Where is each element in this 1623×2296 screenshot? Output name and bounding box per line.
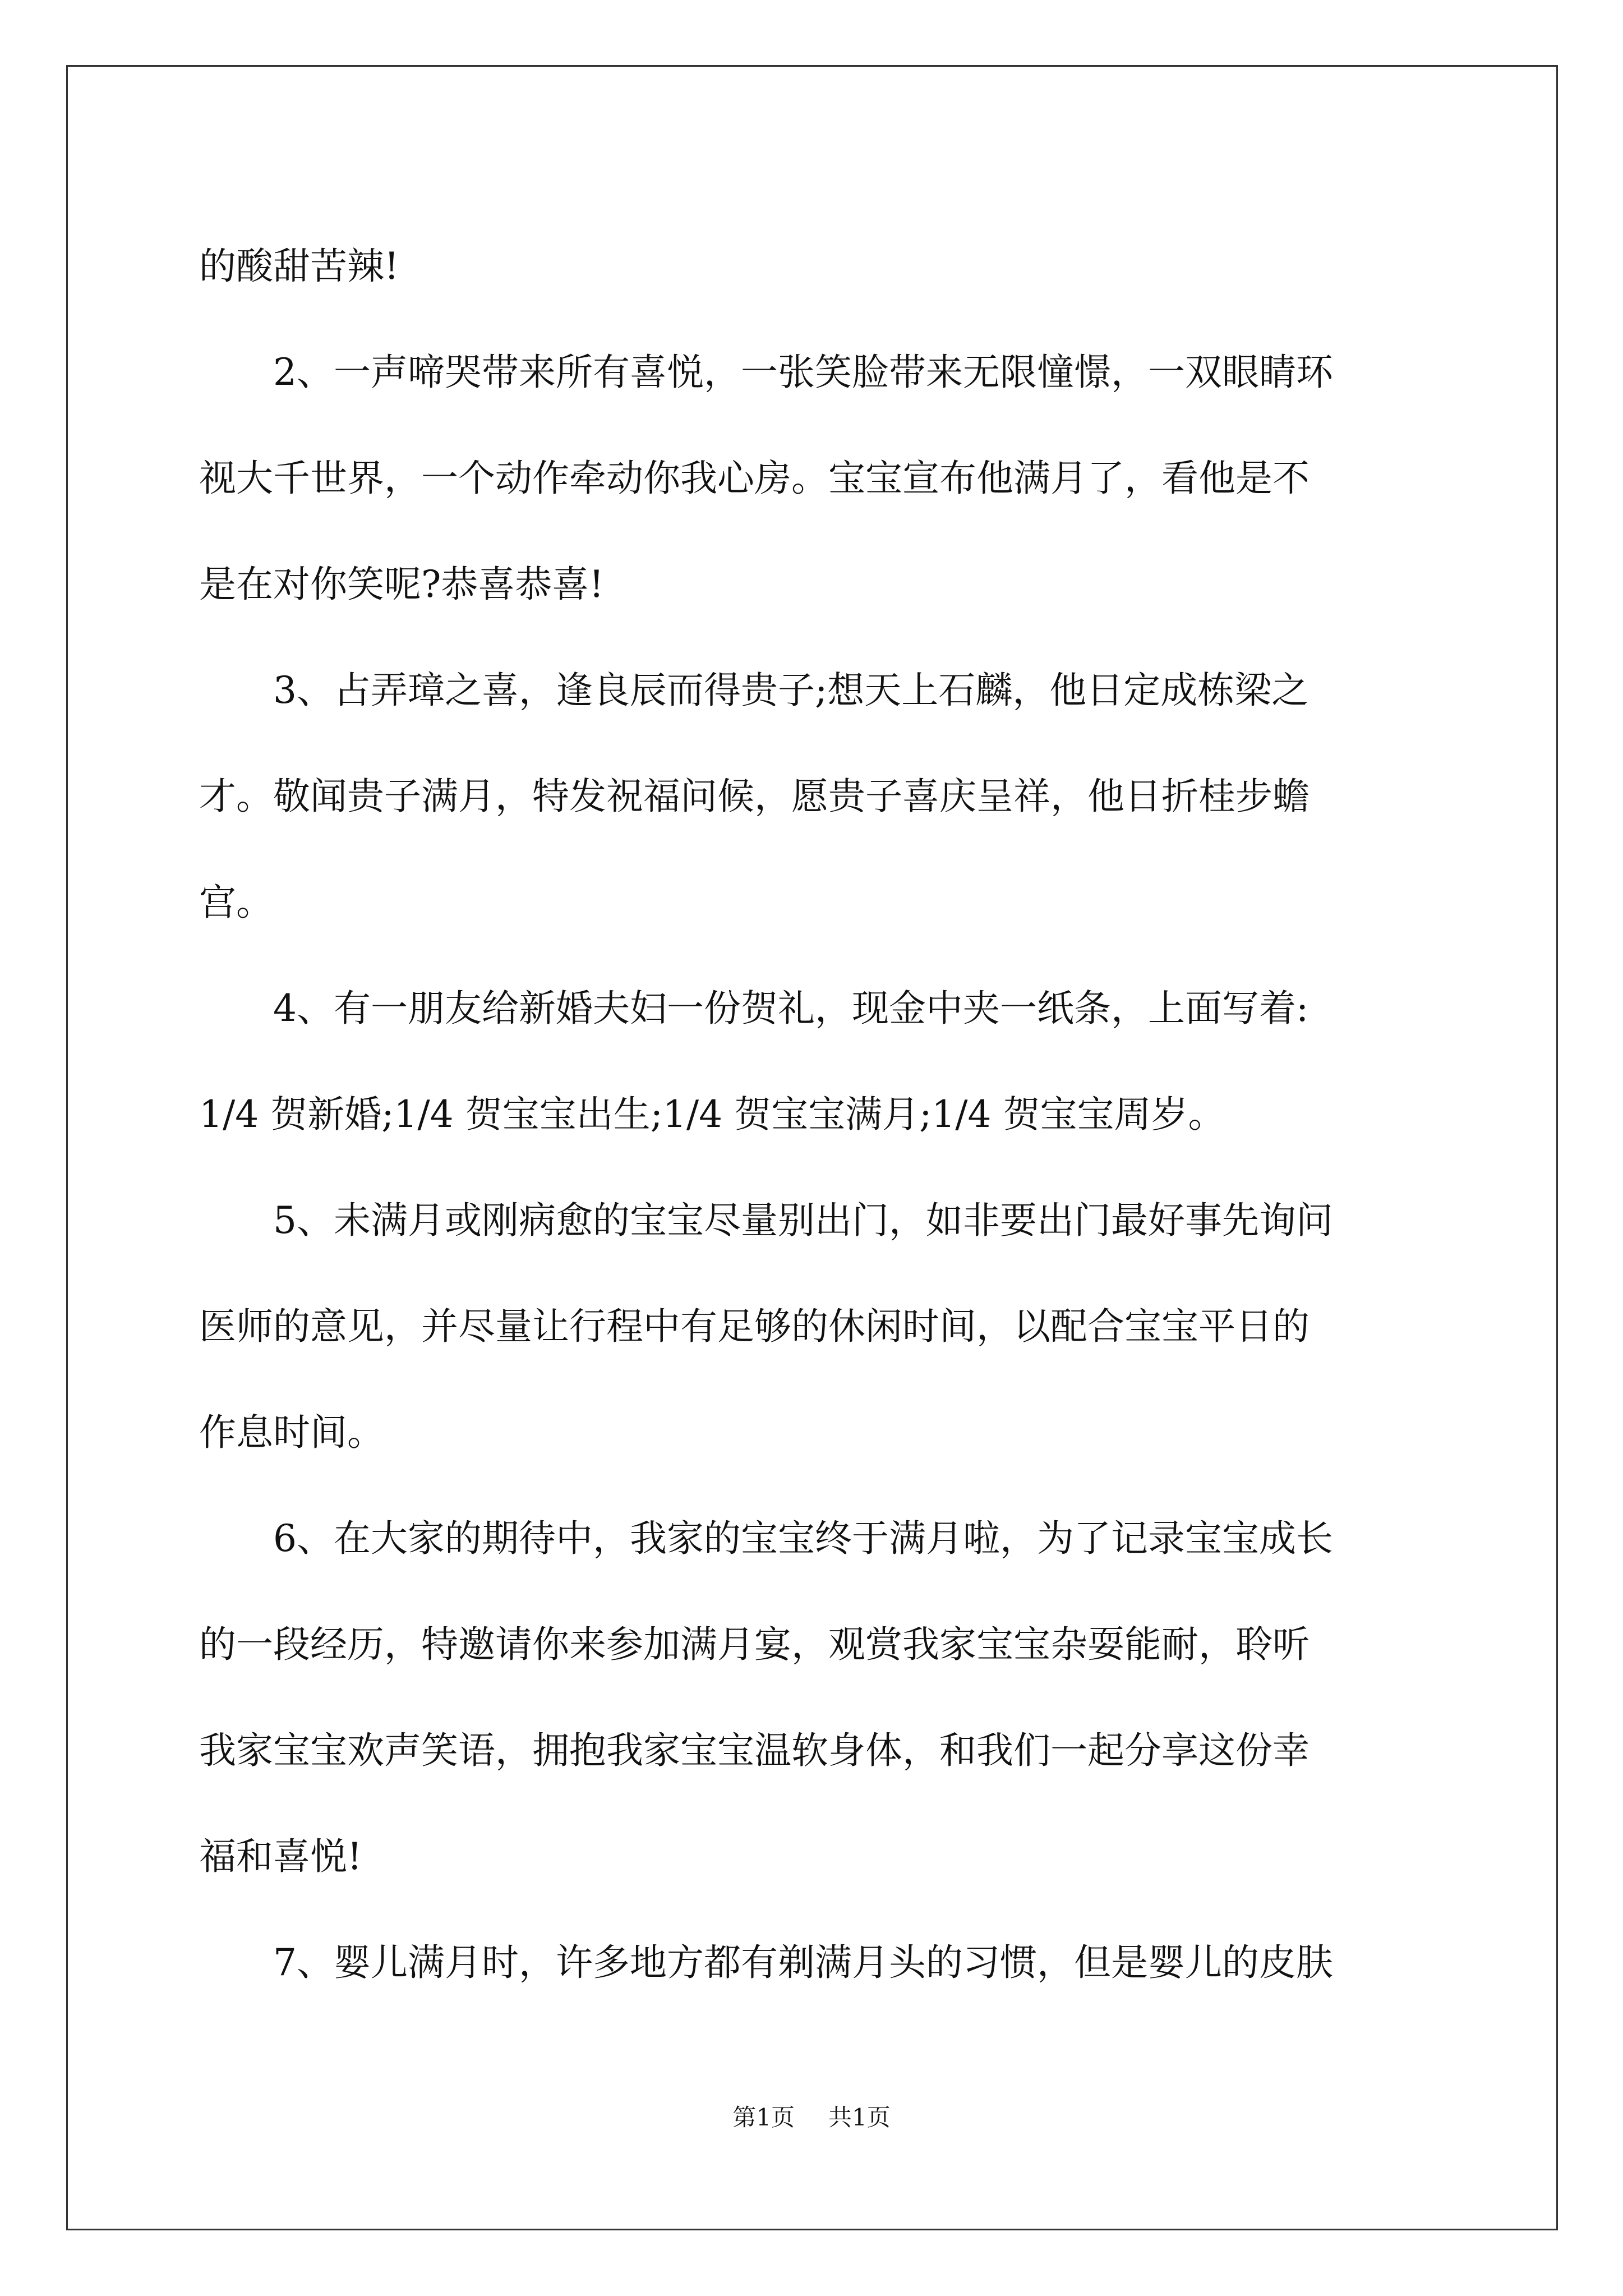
page-footer — [0, 2101, 1623, 2134]
text-line: 7、婴儿满月时，许多地方都有剃满月头的习惯，但是婴儿的皮肤 — [273, 1941, 1333, 1984]
text-line: 3、占弄璋之喜，逢良辰而得贵子;想天上石麟，他日定成栋梁之 — [273, 669, 1309, 712]
page-total: 共1页 — [828, 2104, 891, 2131]
text-line: 视大千世界，一个动作牵动你我心房。宝宝宣布他满月了，看他是不 — [199, 457, 1310, 500]
text-line: 福和喜悦! — [199, 1835, 362, 1878]
text-line: 是在对你笑呢?恭喜恭喜! — [199, 563, 604, 606]
text-line: 2、一声啼哭带来所有喜悦，一张笑脸带来无限憧憬，一双眼睛环 — [273, 351, 1333, 394]
text-line: 的酸甜苦辣! — [199, 245, 399, 288]
text-line: 宫。 — [199, 881, 273, 924]
text-line: 我家宝宝欢声笑语，拥抱我家宝宝温软身体，和我们一起分享这份幸 — [199, 1729, 1310, 1772]
page-number: 第1页 — [732, 2104, 795, 2131]
text-line: 5、未满月或刚病愈的宝宝尽量别出门，如非要出门最好事先询问 — [273, 1199, 1333, 1242]
text-line: 作息时间。 — [199, 1411, 384, 1454]
text-line: 4、有一朋友给新婚夫妇一份贺礼，现金中夹一纸条，上面写着: — [273, 987, 1309, 1030]
text-line: 的一段经历，特邀请你来参加满月宴，观赏我家宝宝杂耍能耐，聆听 — [199, 1623, 1310, 1666]
text-line: 才。敬闻贵子满月，特发祝福问候，愿贵子喜庆呈祥，他日折桂步蟾 — [199, 775, 1310, 818]
text-line: 1/4 贺新婚;1/4 贺宝宝出生;1/4 贺宝宝满月;1/4 贺宝宝周岁。 — [199, 1093, 1225, 1136]
text-line: 6、在大家的期待中，我家的宝宝终于满月啦，为了记录宝宝成长 — [273, 1517, 1333, 1560]
document-body — [199, 213, 1438, 2016]
text-line: 医师的意见，并尽量让行程中有足够的休闲时间，以配合宝宝平日的 — [199, 1305, 1310, 1348]
